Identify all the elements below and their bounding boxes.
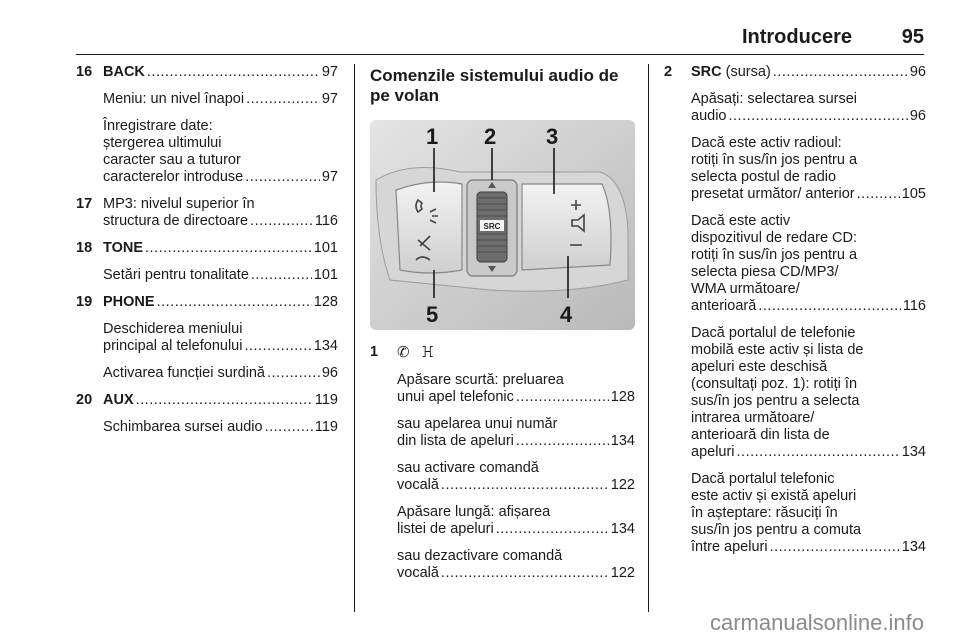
dot-leader [728,108,907,125]
dot-leader [147,64,320,81]
entry-text-line: Înregistrare date: [103,118,213,134]
entry-text-line: Apăsare scurtă: preluarea [397,372,564,388]
entry-text: Activarea funcției surdină [103,365,265,381]
entry-line [397,477,635,494]
entry-text: anterioară [691,298,757,314]
index-entry [76,365,338,382]
index-entry [76,267,338,284]
entry-text-line: sau apelarea unui număr [397,416,558,432]
entry-number: 18 [76,240,93,256]
dot-leader [250,213,313,230]
entry-label: AUX [103,392,134,408]
index-entry [76,294,338,311]
item-number: 2 [664,64,673,80]
entry-line [103,419,338,436]
page-ref[interactable]: 96 [909,64,926,80]
entry-text-line: apeluri este deschisă [691,359,828,375]
page-ref[interactable]: 119 [314,419,338,435]
entry-text-line: WMA următoare/ [691,281,800,297]
dot-leader [136,392,313,409]
entry-text: presetat următor/ anterior [691,186,855,202]
entry-text: din lista de apeluri [397,433,514,449]
index-entry [76,64,338,81]
entry-text-line: Dacă este activ [691,213,791,229]
entry-text-line: Apăsați: selectarea sursei [691,91,858,107]
item-label-suffix: (sursa) [721,64,771,80]
entry-line [103,267,338,284]
entry-text-line: dispozitivul de redare CD: [691,230,858,246]
entry-text-line: selecta piesa CD/MP3/ [691,264,839,280]
dot-leader [245,169,320,186]
page-ref[interactable]: 101 [313,240,338,256]
entry-line [397,565,635,582]
entry-text: Meniu: un nivel înapoi [103,91,245,107]
callout-1: 1 [426,124,439,149]
entry-text-line: rotiți în sus/în jos pentru a [691,247,858,263]
page-ref[interactable]: 116 [314,213,338,229]
dot-leader [251,267,312,284]
entry-text: listei de apeluri [397,521,494,537]
page-ref[interactable]: 122 [610,565,635,581]
page-header [76,22,924,55]
entry-line [397,521,635,538]
page-ref[interactable]: 116 [902,298,926,314]
callout-5: 5 [426,302,439,327]
entry-text: Schimbarea sursei audio [103,419,263,435]
entry-text: Setări pentru tonalitate [103,267,249,283]
entry-line [691,539,926,556]
index-entry [76,196,338,230]
dot-leader [441,565,609,582]
steering-controls-illustration [370,120,635,330]
entry-text-line: mobilă este activ și lista de [691,342,864,358]
entry-text-line: caracter sau a tuturor [103,152,241,168]
dot-leader [857,186,900,203]
entry-text-line: este activ și există apeluri [691,488,857,504]
item-1-descriptions [370,372,635,582]
index-entry [76,118,338,186]
dot-leader [441,477,609,494]
index-entry [76,392,338,409]
page-ref[interactable]: 96 [909,108,926,124]
item-1-caption [370,344,635,362]
page-ref[interactable]: 96 [321,365,338,381]
section-title: Comenzile sistemului audio de pe volan [370,66,619,105]
entry-line [691,186,926,203]
dot-leader [770,539,900,556]
entry [691,91,926,125]
dot-leader [496,521,609,538]
steering-wheel-controls-figure [370,120,635,330]
page-ref[interactable]: 122 [610,477,635,493]
column-steering-controls [370,64,635,592]
dot-leader [516,433,609,450]
callout-3: 3 [546,124,559,149]
entry [691,471,926,556]
entry-text-line: intrarea următoare/ [691,410,815,426]
entry-line [103,169,338,186]
page-ref[interactable]: 128 [313,294,338,310]
index-entry [76,240,338,257]
page-ref[interactable]: 128 [610,389,635,405]
dot-leader [145,240,312,257]
watermark: carmanualsonline.info [709,610,924,635]
column-divider [354,64,355,612]
dot-leader [265,419,313,436]
entry-text-line: ștergerea ultimului [103,135,222,151]
dot-leader [157,294,312,311]
entry-text-line: în așteptare: răsuciți în [691,505,838,521]
entry-number: 19 [76,294,93,310]
entry-text: caracterelor introduse [103,169,244,185]
entry [397,372,635,406]
entry-line [397,433,635,450]
entry-text-line: (consultați poz. 1): rotiți în [691,376,858,392]
entry-label: PHONE [103,294,155,310]
entry [397,460,635,494]
entry-text-line: sau activare comandă [397,460,539,476]
entry-line [103,91,338,108]
item-2-descriptions [664,91,926,556]
entry-line [103,294,338,311]
entry [397,504,635,538]
entry-number: 17 [76,196,93,212]
entry [397,548,635,582]
entry-text-line: sus/în jos pentru a comuta [691,522,862,538]
entry-text: apeluri [691,444,735,460]
src-thumbwheel [477,192,507,262]
entry-text: unui apel telefonic [397,389,514,405]
entry-line [103,365,338,382]
entry-line [397,389,635,406]
column-divider [648,64,649,612]
entry-label: BACK [103,64,145,80]
entry-text-line: selecta postul de radio [691,169,837,185]
entry-line [691,298,926,315]
entry-text-line: anterioară din lista de [691,427,830,443]
page-ref[interactable]: 97 [321,169,338,185]
dot-leader [758,298,901,315]
entry-text: vocală [397,477,439,493]
entry-text: între apeluri [691,539,768,555]
entry-line [103,240,338,257]
item-label: SRC [691,64,722,80]
page-ref[interactable]: 101 [313,267,338,283]
entry-text-line: sau dezactivare comandă [397,548,563,564]
entry [397,416,635,450]
entry-text-line: sus/în jos pentru a selecta [691,393,860,409]
entry-text-line: Dacă este activ radioul: [691,135,842,151]
index-entry [76,321,338,355]
index-entry [76,419,338,436]
page-ref[interactable]: 97 [321,91,338,107]
entry-label: TONE [103,240,144,256]
entry [691,135,926,203]
page-ref[interactable]: 105 [901,186,926,202]
entry-number: 16 [76,64,93,80]
entry-text-line: MP3: nivelul superior în [103,196,255,212]
index-entry [76,91,338,108]
entry-text-line: Dacă portalul de telefonie [691,325,856,341]
dot-leader [516,389,609,406]
dot-leader [737,444,900,461]
entry-line [691,108,926,125]
page-ref[interactable]: 134 [610,433,635,449]
dot-leader [267,365,320,382]
dot-leader [244,338,311,355]
entry-text: principal al telefonului [103,338,243,354]
entry [691,325,926,461]
entry-text-line: rotiți în sus/în jos pentru a [691,152,858,168]
page-ref[interactable]: 134 [313,338,338,354]
entry-number: 20 [76,392,93,408]
callout-4: 4 [560,302,573,327]
page-ref[interactable]: 119 [314,392,338,408]
chapter-title: Introducere [741,26,852,48]
dot-leader [246,91,320,108]
entry-text-line: Dacă portalul telefonic [691,471,835,487]
phone-voice-icons: ✆ ꖾ [397,344,438,361]
item-number: 1 [370,344,379,360]
item-2-heading [664,64,926,81]
entry-line [103,64,338,81]
entry [691,213,926,315]
entry-text: structura de directoare [103,213,249,229]
entry-line [103,338,338,355]
entry-line [103,213,338,230]
src-label: SRC [483,222,501,231]
column-src-controls [664,64,926,566]
page-ref[interactable]: 134 [901,539,926,555]
entry-text-line: Deschiderea meniului [103,321,243,337]
entry-line [691,444,926,461]
entry-line [103,392,338,409]
entry-text: audio [691,108,727,124]
column-index-list [76,64,338,446]
entry-text-line: Apăsare lungă: afișarea [397,504,551,520]
page-number: 95 [901,26,924,48]
callout-2: 2 [484,124,497,149]
page-ref[interactable]: 97 [321,64,338,80]
page-ref[interactable]: 134 [610,521,635,537]
page-ref[interactable]: 134 [901,444,926,460]
entry-text: vocală [397,565,439,581]
